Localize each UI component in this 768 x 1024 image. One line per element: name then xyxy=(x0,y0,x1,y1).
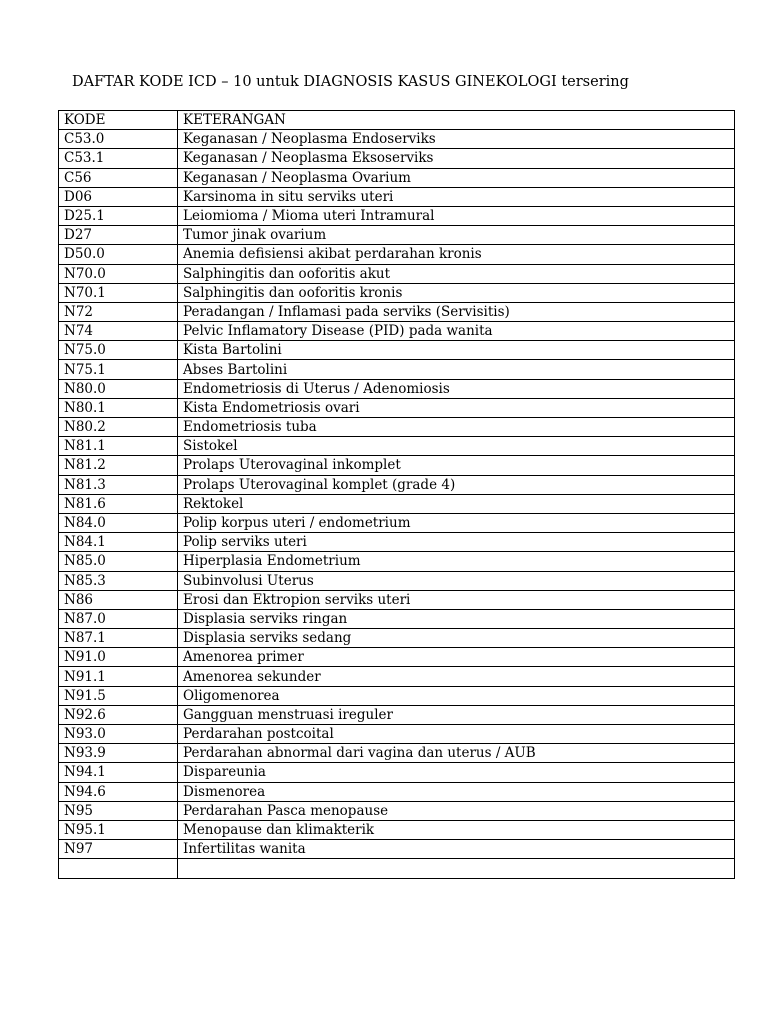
table-row xyxy=(59,609,735,628)
cell-keterangan: Sistokel xyxy=(178,437,735,456)
cell-keterangan: Rektokel xyxy=(178,494,735,513)
table-row xyxy=(59,590,735,609)
cell-kode: N80.2 xyxy=(59,418,178,437)
table-row xyxy=(59,206,735,225)
cell-keterangan: Infertilitas wanita xyxy=(178,840,735,859)
table-row xyxy=(59,322,735,341)
table-row xyxy=(59,168,735,187)
cell-keterangan: Prolaps Uterovaginal komplet (grade 4) xyxy=(178,475,735,494)
cell-keterangan: Kista Bartolini xyxy=(178,341,735,360)
table-row xyxy=(59,302,735,321)
cell-keterangan: Oligomenorea xyxy=(178,686,735,705)
table-row xyxy=(59,763,735,782)
table-row xyxy=(59,418,735,437)
table-row xyxy=(59,149,735,168)
cell-kode: C53.1 xyxy=(59,149,178,168)
cell-keterangan: Leiomioma / Mioma uteri Intramural xyxy=(178,206,735,225)
cell-kode xyxy=(59,859,178,878)
table-row xyxy=(59,686,735,705)
cell-keterangan: Endometriosis tuba xyxy=(178,418,735,437)
table-row xyxy=(59,744,735,763)
table-row xyxy=(59,283,735,302)
table-header-row xyxy=(59,111,735,130)
cell-kode: N72 xyxy=(59,302,178,321)
cell-kode: N70.0 xyxy=(59,264,178,283)
cell-keterangan: Perdarahan Pasca menopause xyxy=(178,801,735,820)
cell-kode: N91.1 xyxy=(59,667,178,686)
cell-kode: N84.0 xyxy=(59,513,178,532)
cell-keterangan: Displasia serviks ringan xyxy=(178,609,735,628)
cell-keterangan: Dispareunia xyxy=(178,763,735,782)
cell-keterangan: Keganasan / Neoplasma Endoserviks xyxy=(178,130,735,149)
table-row xyxy=(59,130,735,149)
cell-kode: N80.0 xyxy=(59,379,178,398)
cell-kode: N75.1 xyxy=(59,360,178,379)
table-row xyxy=(59,341,735,360)
cell-kode: N94.1 xyxy=(59,763,178,782)
table-row xyxy=(59,437,735,456)
table-row xyxy=(59,533,735,552)
table-body xyxy=(59,130,735,878)
cell-keterangan: Salphingitis dan ooforitis kronis xyxy=(178,283,735,302)
table-row xyxy=(59,840,735,859)
cell-kode: N80.1 xyxy=(59,398,178,417)
cell-keterangan: Karsinoma in situ serviks uteri xyxy=(178,187,735,206)
table-row xyxy=(59,552,735,571)
cell-kode: N97 xyxy=(59,840,178,859)
cell-keterangan: Menopause dan klimakterik xyxy=(178,820,735,839)
cell-kode: C56 xyxy=(59,168,178,187)
cell-keterangan: Polip serviks uteri xyxy=(178,533,735,552)
table-row xyxy=(59,494,735,513)
cell-kode: N81.1 xyxy=(59,437,178,456)
column-header-kode: KODE xyxy=(59,111,178,130)
cell-kode: N85.0 xyxy=(59,552,178,571)
cell-keterangan: Tumor jinak ovarium xyxy=(178,226,735,245)
cell-keterangan: Amenorea sekunder xyxy=(178,667,735,686)
table-row xyxy=(59,629,735,648)
cell-kode: D27 xyxy=(59,226,178,245)
cell-kode: N87.1 xyxy=(59,629,178,648)
cell-keterangan: Endometriosis di Uterus / Adenomiosis xyxy=(178,379,735,398)
cell-kode: N95.1 xyxy=(59,820,178,839)
cell-kode: N81.2 xyxy=(59,456,178,475)
cell-kode: N93.9 xyxy=(59,744,178,763)
cell-kode: N85.3 xyxy=(59,571,178,590)
table-row xyxy=(59,820,735,839)
cell-keterangan: Anemia defisiensi akibat perdarahan kronis xyxy=(178,245,735,264)
cell-kode: N93.0 xyxy=(59,725,178,744)
cell-keterangan: Perdarahan postcoital xyxy=(178,725,735,744)
cell-keterangan: Dismenorea xyxy=(178,782,735,801)
cell-keterangan: Kista Endometriosis ovari xyxy=(178,398,735,417)
table-row xyxy=(59,571,735,590)
cell-keterangan: Abses Bartolini xyxy=(178,360,735,379)
table-row xyxy=(59,667,735,686)
cell-keterangan xyxy=(178,859,735,878)
column-header-keterangan: KETERANGAN xyxy=(178,111,735,130)
table-row xyxy=(59,859,735,878)
table-row xyxy=(59,245,735,264)
table-row xyxy=(59,705,735,724)
cell-keterangan: Hiperplasia Endometrium xyxy=(178,552,735,571)
cell-kode: D06 xyxy=(59,187,178,206)
cell-kode: N81.6 xyxy=(59,494,178,513)
cell-kode: N94.6 xyxy=(59,782,178,801)
table-row xyxy=(59,456,735,475)
cell-keterangan: Pelvic Inflamatory Disease (PID) pada wanita xyxy=(178,322,735,341)
cell-kode: N95 xyxy=(59,801,178,820)
cell-kode: D50.0 xyxy=(59,245,178,264)
cell-keterangan: Polip korpus uteri / endometrium xyxy=(178,513,735,532)
icd-code-table xyxy=(58,110,735,879)
table-row xyxy=(59,513,735,532)
table-row xyxy=(59,379,735,398)
table-row xyxy=(59,187,735,206)
cell-keterangan: Amenorea primer xyxy=(178,648,735,667)
cell-kode: N81.3 xyxy=(59,475,178,494)
cell-keterangan: Perdarahan abnormal dari vagina dan uterus / AUB xyxy=(178,744,735,763)
cell-keterangan: Keganasan / Neoplasma Eksoserviks xyxy=(178,149,735,168)
cell-kode: N92.6 xyxy=(59,705,178,724)
table-row xyxy=(59,226,735,245)
cell-keterangan: Gangguan menstruasi ireguler xyxy=(178,705,735,724)
cell-keterangan: Keganasan / Neoplasma Ovarium xyxy=(178,168,735,187)
cell-kode: N91.5 xyxy=(59,686,178,705)
cell-kode: N86 xyxy=(59,590,178,609)
cell-kode: N91.0 xyxy=(59,648,178,667)
cell-kode: N75.0 xyxy=(59,341,178,360)
cell-keterangan: Displasia serviks sedang xyxy=(178,629,735,648)
table-row xyxy=(59,648,735,667)
table-row xyxy=(59,782,735,801)
cell-kode: N70.1 xyxy=(59,283,178,302)
document-title: DAFTAR KODE ICD – 10 untuk DIAGNOSIS KASUS GINEKOLOGI tersering xyxy=(72,74,629,90)
cell-kode: C53.0 xyxy=(59,130,178,149)
table-row xyxy=(59,475,735,494)
table-row xyxy=(59,398,735,417)
cell-keterangan: Peradangan / Inflamasi pada serviks (Servisitis) xyxy=(178,302,735,321)
table-row xyxy=(59,360,735,379)
cell-kode: N87.0 xyxy=(59,609,178,628)
cell-kode: N74 xyxy=(59,322,178,341)
cell-keterangan: Subinvolusi Uterus xyxy=(178,571,735,590)
table-row xyxy=(59,801,735,820)
cell-keterangan: Salphingitis dan ooforitis akut xyxy=(178,264,735,283)
cell-keterangan: Prolaps Uterovaginal inkomplet xyxy=(178,456,735,475)
cell-keterangan: Erosi dan Ektropion serviks uteri xyxy=(178,590,735,609)
table-row xyxy=(59,264,735,283)
table-row xyxy=(59,725,735,744)
cell-kode: N84.1 xyxy=(59,533,178,552)
cell-kode: D25.1 xyxy=(59,206,178,225)
